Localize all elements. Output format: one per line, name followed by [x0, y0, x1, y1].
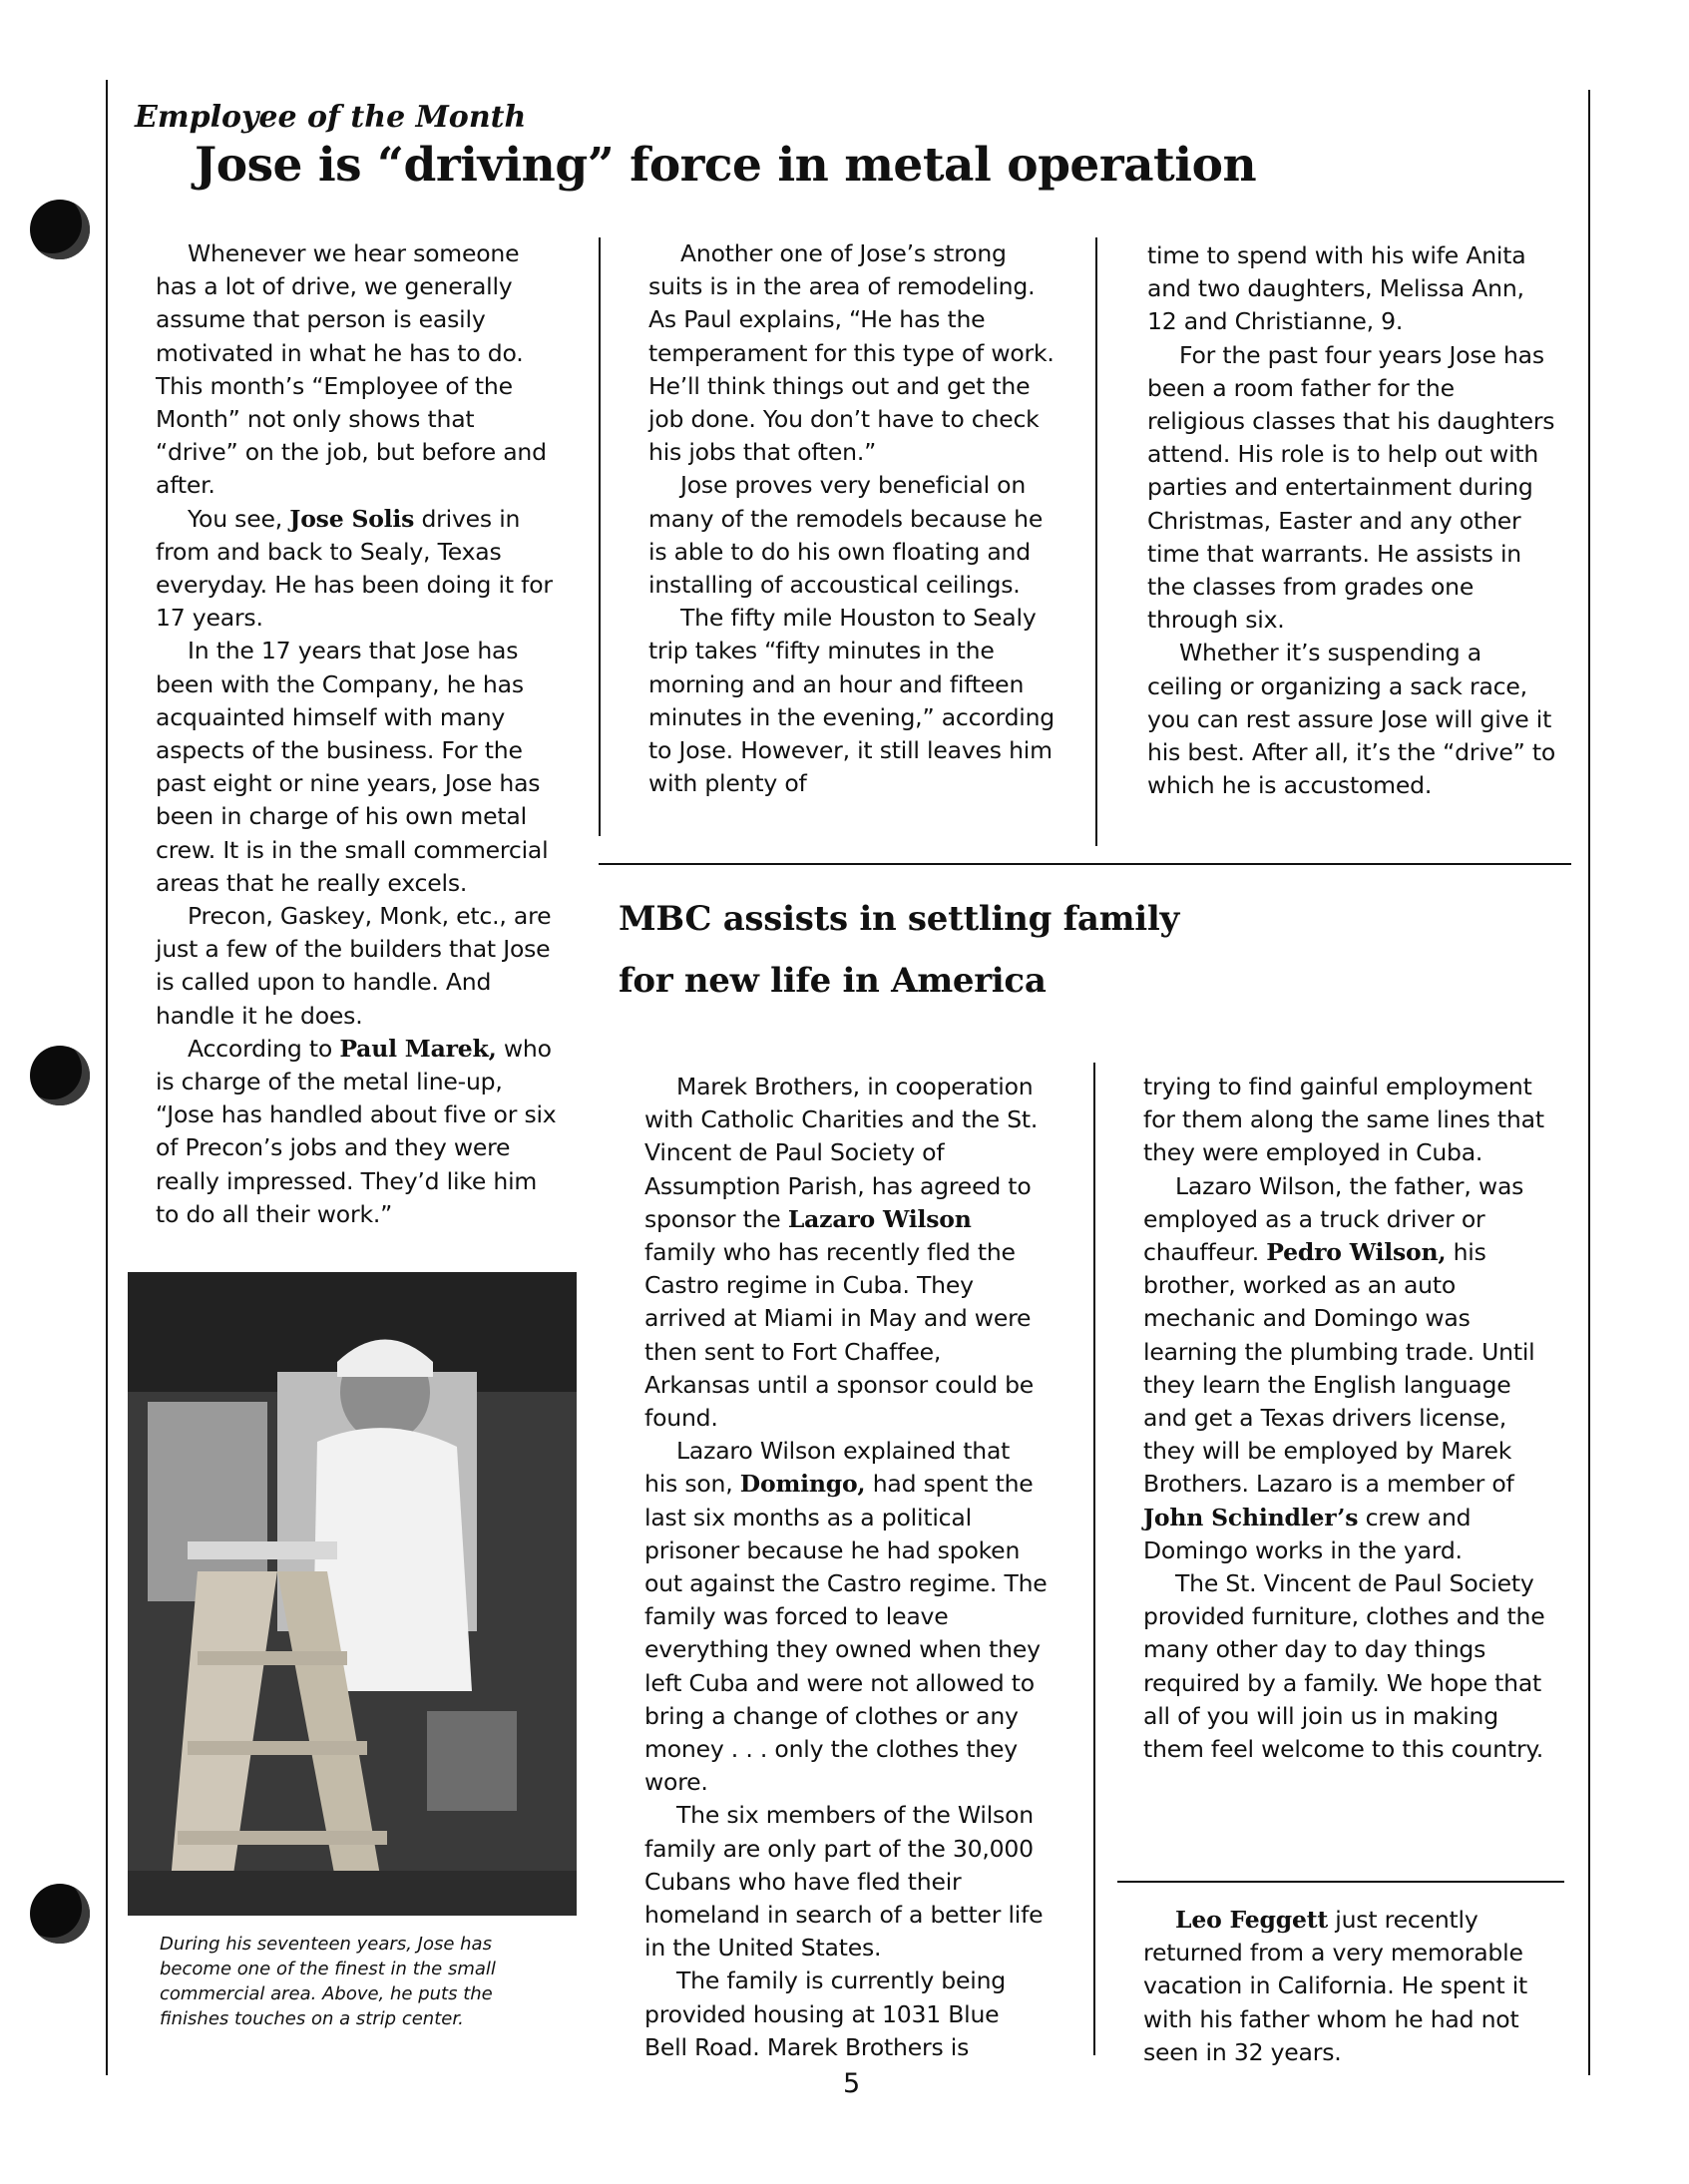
right-margin-rule	[1588, 90, 1590, 2075]
paragraph: Whether it’s suspending a ceiling or organizing a sack race, you can rest assure Jose will give it his best. After all, it’s the “drive” to which he is accustomed.	[1147, 639, 1556, 800]
page-title: Jose is “driving” force in metal operation	[195, 138, 1257, 193]
photo-caption: During his seventeen years, Jose has become one of the finest in the small commercial area. Above, he puts the finishes touches on a strip center.	[160, 1934, 496, 2029]
paragraph: Precon, Gaskey, Monk, etc., are just a few of the builders that Jose is called upon to handle. And handle it he does.	[156, 902, 552, 1030]
article2-headline	[619, 888, 1179, 1012]
paragraph: Lazaro Wilson explained that his son, Domingo, had spent the last six months as a political prisoner because he had spoken out against the Castro regime. The family was forced to leave everything they owned when they left Cuba and were not allowed to bring a change of clothes or any money . . . only the clothes they wore.	[644, 1437, 1048, 1797]
binder-hole-middle	[30, 1046, 90, 1105]
person-name: Domingo,	[739, 1470, 866, 1499]
article2-column-2	[1143, 1071, 1560, 1766]
article1-column-2	[648, 237, 1057, 800]
article1-column-3	[1147, 239, 1556, 802]
article1-column-1	[156, 237, 560, 1231]
paragraph: Marek Brothers, in cooperation with Catholic Charities and the St. Vincent de Paul Society of Assumption Parish, has agreed to sponsor the Lazaro Wilson family who has recently fled the Castro regime in Cuba. They arrived at Miami in May and were then sent to Fort Chaffee, Arkansas until a sponsor could be found.	[644, 1073, 1039, 1433]
paragraph: The fifty mile Houston to Sealy trip takes “fifty minutes in the morning and an hour and fifteen minutes in the evening,” according to Jose. However, it still leaves him with plenty of	[648, 604, 1056, 798]
person-name: Paul Marek,	[339, 1034, 497, 1063]
paragraph: Whenever we hear someone has a lot of drive, we generally assume that person is easily motivated in what he has to do. This month’s “Employee of the Month” not only shows that “drive” on the job, but before and after.	[156, 239, 547, 500]
column-rule	[1095, 237, 1097, 846]
person-name: Pedro Wilson,	[1266, 1238, 1447, 1267]
binder-hole-top	[30, 200, 90, 259]
paragraph: Jose proves very beneficial on many of the remodels because he is able to do his own floating and installing of accoustical ceilings.	[648, 471, 1044, 600]
binder-hole-bottom	[30, 1884, 90, 1944]
paragraph: For the past four years Jose has been a room father for the religious classes that his daughters attend. His role is to help out with parties and entertainment during Christmas, Easter and any other time that warrants. He assists in the classes from grades one through six.	[1147, 340, 1555, 635]
paragraph: Another one of Jose’s strong suits is in the area of remodeling. As Paul explains, “He has the temperament for this type of work. He’ll think things out and get the job done. You don’t have to check his jobs that often.”	[648, 239, 1055, 467]
person-name: Lazaro Wilson	[787, 1204, 972, 1233]
paragraph: The St. Vincent de Paul Society provided furniture, clothes and the many other day to day things required by a family. We hope that all of you will join us in making them feel welcome to this country.	[1143, 1569, 1545, 1764]
paragraph: According to Paul Marek, who is charge of the metal line-up, “Jose has handled about five or six of Precon’s jobs and they were really impressed. They’d like him to do all their work.”	[156, 1034, 557, 1228]
paragraph: Lazaro Wilson, the father, was employed as a truck driver or chauffeur. Pedro Wilson, his brother, worked as an auto mechanic and Domingo was learning the plumbing trade. Until they learn the English language and get a Texas drivers license, they will be employed by Marek Brothers. Lazaro is a member of John Schindler’s crew and Domingo works in the yard.	[1143, 1171, 1535, 1564]
page-number: 5	[843, 2068, 861, 2099]
paragraph: In the 17 years that Jose has been with the Company, he has acquainted himself with many aspects of the business. For the past eight or nine years, Jose has been in charge of his own metal crew. It is in the small commercial areas that he really excels.	[156, 637, 549, 897]
paragraph: The six members of the Wilson family are only part of the 30,000 Cubans who have fled their homeland in search of a better life in the United States.	[644, 1801, 1044, 1963]
headline-line: for new life in America	[619, 961, 1047, 1001]
photo-illustration	[128, 1272, 577, 1916]
person-name: Jose Solis	[289, 504, 415, 533]
paragraph: You see, Jose Solis drives in from and back to Sealy, Texas everyday. He has been doing it for 17 years.	[156, 504, 553, 633]
brief-divider	[1117, 1881, 1564, 1883]
person-name: Leo Feggett	[1175, 1906, 1329, 1934]
left-margin-rule	[106, 80, 108, 2075]
article2-column-1	[644, 1071, 1049, 2064]
paragraph: trying to find gainful employment for them along the same lines that they were employed in Cuba.	[1143, 1073, 1544, 1167]
headline-line: MBC assists in settling family	[619, 899, 1179, 939]
paragraph: time to spend with his wife Anita and two daughters, Melissa Ann, 12 and Christianne, 9.	[1147, 241, 1526, 336]
section-divider	[599, 863, 1571, 865]
person-name: John Schindler’s	[1143, 1503, 1359, 1531]
paragraph: The family is currently being provided housing at 1031 Blue Bell Road. Marek Brothers is	[644, 1966, 1007, 2061]
kicker: Employee of the Month	[135, 100, 527, 135]
employee-photo	[128, 1272, 577, 1916]
column-rule	[599, 237, 601, 836]
paragraph: Leo Feggett just recently returned from a very memorable vacation in California. He spent it with his father whom he had not seen in 32 years.	[1143, 1906, 1528, 2066]
news-brief	[1143, 1904, 1560, 2069]
column-rule	[1093, 1063, 1095, 2055]
